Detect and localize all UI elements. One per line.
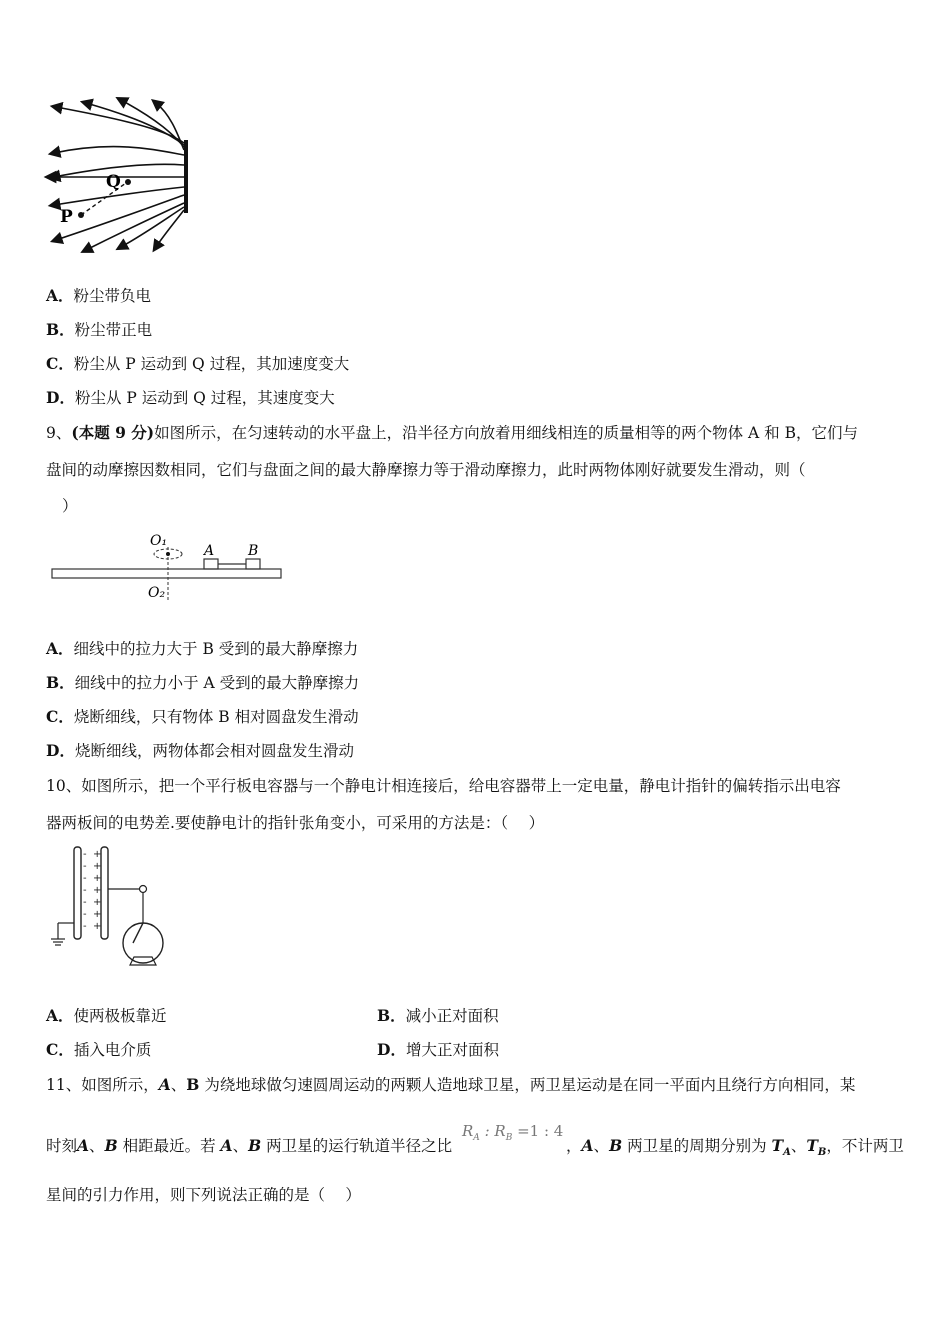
svg-text:+: + bbox=[93, 909, 102, 920]
q10-stem-line2: 器两板间的电势差.要使静电计的指针张角变小，可采用的方法是：（ ） bbox=[46, 814, 545, 832]
label-p: P bbox=[60, 207, 73, 227]
capacitor-electrometer-figure bbox=[48, 843, 188, 973]
q11-stem-line2-right: ，A、B 两卫星的周期分别为 $T_A$、$T_B$，不计两卫 bbox=[566, 1136, 904, 1159]
svg-text:+: + bbox=[93, 897, 102, 908]
svg-text:+: + bbox=[93, 885, 102, 896]
label-q: Q bbox=[106, 172, 121, 192]
svg-text:-: - bbox=[83, 921, 87, 932]
q9-option-c: C．烧断细线，只有物体 B 相对圆盘发生滑动 bbox=[46, 707, 359, 726]
label-o2: O₂ bbox=[148, 585, 166, 601]
q9-option-d: D．烧断细线，两物体都会相对圆盘发生滑动 bbox=[46, 741, 354, 760]
label-a: A bbox=[204, 543, 215, 559]
svg-text:+: + bbox=[93, 873, 102, 884]
q10-stem-line1: 10、如图所示，把一个平行板电容器与一个静电计相连接后，给电容器带上一定电量，静电计指针的偏转指示出电容 bbox=[46, 777, 841, 795]
svg-text:+: + bbox=[93, 861, 102, 872]
q11-stem-line3: 星间的引力作用，则下列说法正确的是（ ） bbox=[46, 1186, 361, 1204]
q9-stem-line2: 盘间的动摩擦因数相同，它们与盘面之间的最大静摩擦力等于滑动摩擦力，此时两物体刚好就要发生滑动，则（ bbox=[46, 461, 806, 479]
q8-option-c: C．粉尘从 P 运动到 Q 过程，其加速度变大 bbox=[46, 354, 350, 373]
q10-option-d: D．增大正对面积 bbox=[377, 1040, 499, 1059]
svg-text:-: - bbox=[83, 861, 87, 872]
q9-option-b: B．细线中的拉力小于 A 受到的最大静摩擦力 bbox=[46, 673, 360, 692]
q9-option-a: A．细线中的拉力大于 B 受到的最大静摩擦力 bbox=[46, 639, 359, 658]
svg-text:-: - bbox=[83, 873, 87, 884]
q8-option-b: B．粉尘带正电 bbox=[46, 320, 153, 339]
q9-stem-line3: ） bbox=[62, 497, 78, 515]
q8-option-a: A．粉尘带负电 bbox=[46, 286, 152, 305]
svg-text:-: - bbox=[83, 897, 87, 908]
svg-text:-: - bbox=[83, 849, 87, 860]
svg-text:-: - bbox=[83, 909, 87, 920]
label-o1: O₁ bbox=[150, 533, 168, 549]
q8-option-d: D．粉尘从 P 运动到 Q 过程，其速度变大 bbox=[46, 388, 335, 407]
label-b: B bbox=[248, 543, 259, 559]
q10-option-a: A．使两极板靠近 bbox=[46, 1006, 167, 1025]
svg-text:+: + bbox=[93, 849, 102, 860]
radius-ratio-formula: $R_A$ : $R_B =1$ : 4 bbox=[462, 1122, 564, 1143]
svg-text:+: + bbox=[93, 921, 102, 932]
svg-text:-: - bbox=[83, 885, 87, 896]
q11-stem-line2-left: 时刻A、B 相距最近。若 A、B 两卫星的运行轨道半径之比 bbox=[46, 1136, 453, 1155]
rotating-disk-figure bbox=[50, 533, 290, 603]
q10-option-c: C．插入电介质 bbox=[46, 1040, 152, 1059]
q10-option-b: B．减小正对面积 bbox=[377, 1006, 499, 1025]
q11-stem-line1: 11、如图所示，A、B 为绕地球做匀速圆周运动的两颗人造地球卫星，两卫星运动是在同一平面内且绕行方向相同，某 bbox=[46, 1075, 856, 1094]
q9-stem-line1: 9、(本题 9 分)如图所示，在匀速转动的水平盘上，沿半径方向放着用细线相连的质量相等的两个物体 A 和 B，它们与 bbox=[46, 423, 858, 442]
field-lines-figure bbox=[46, 95, 206, 265]
